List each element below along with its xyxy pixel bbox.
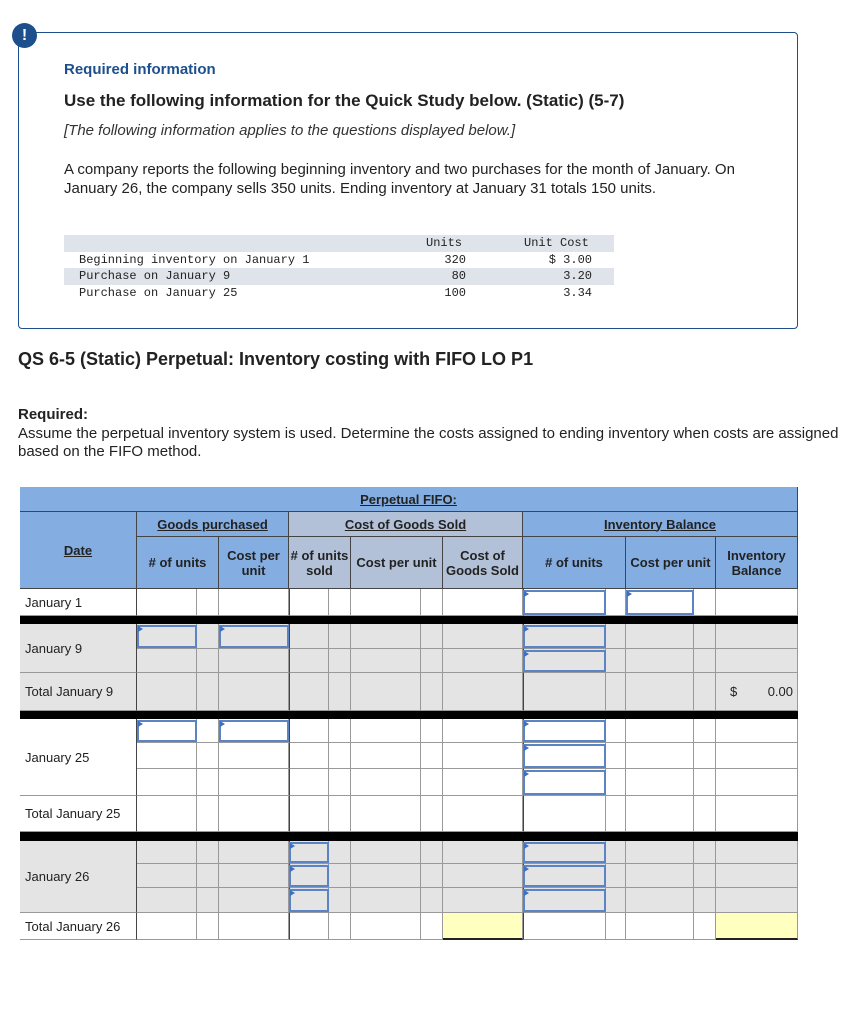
- entry-input[interactable]: [137, 625, 197, 648]
- table-cell: [329, 649, 351, 673]
- table-cell: [523, 673, 606, 711]
- table-cell: [137, 673, 197, 711]
- table-cell: [289, 796, 329, 832]
- table-cell: [219, 913, 289, 940]
- table-cell: [626, 913, 694, 940]
- table-cell: [626, 673, 694, 711]
- table-cell: [443, 888, 523, 913]
- table-cell: [289, 743, 329, 769]
- inventory-balance-header-text: Inventory Balance: [604, 516, 716, 532]
- table-cell: [197, 719, 219, 743]
- table-cell: [443, 649, 523, 673]
- table-cell: [606, 864, 626, 888]
- table-cell: [716, 649, 798, 673]
- date-label: [20, 913, 137, 940]
- row-units: 100: [444, 285, 466, 300]
- table-cell: [351, 649, 421, 673]
- entry-input[interactable]: [219, 625, 289, 648]
- table-cell: [351, 589, 421, 616]
- table-cell: [329, 769, 351, 796]
- table-cell: [421, 624, 443, 649]
- row-cost: 3.34: [563, 285, 592, 300]
- table-cell: [606, 888, 626, 913]
- table-cell: [197, 796, 219, 832]
- table-cell: [626, 719, 694, 743]
- info-table-row: [64, 252, 614, 269]
- table-cell: [351, 841, 421, 864]
- table-cell: [421, 796, 443, 832]
- section-divider: [20, 711, 798, 719]
- table-cell: [626, 841, 694, 864]
- date-label-text: January 1: [25, 594, 83, 610]
- table-cell: [289, 589, 329, 616]
- date-label: [20, 673, 137, 711]
- gp-cost-header-text: Cost per unit: [227, 547, 280, 578]
- inv-units-header-text: # of units: [545, 555, 603, 570]
- row-cost: $ 3.00: [548, 252, 592, 267]
- table-cell: [289, 769, 329, 796]
- table-cell: [421, 673, 443, 711]
- table-cell: [351, 888, 421, 913]
- inv-total-header: [716, 537, 798, 589]
- table-cell: [443, 796, 523, 832]
- problem-paragraph: A company reports the following beginning inventory and two purchases for the month of January. On January 26, the company sells 350 units. Ending inventory at January 31 totals 150 units.: [64, 161, 735, 197]
- info-table-row: [64, 285, 614, 302]
- inventory-info-table: [64, 235, 614, 301]
- table-cell: [626, 649, 694, 673]
- table-cell: [219, 796, 289, 832]
- table-cell: [421, 589, 443, 616]
- table-cell: [716, 888, 798, 913]
- table-cell: [694, 719, 716, 743]
- cogs-units-header: [289, 537, 351, 589]
- table-cell: [329, 796, 351, 832]
- entry-input[interactable]: [523, 770, 606, 795]
- date-label-text: January 25: [25, 749, 90, 765]
- inv-units-header: [523, 537, 626, 589]
- table-cell: [137, 888, 197, 913]
- table-cell: [289, 913, 329, 940]
- table-cell: [443, 913, 523, 940]
- table-cell: [421, 864, 443, 888]
- table-cell: [606, 769, 626, 796]
- cogs-cost-header-text: Cost per unit: [356, 555, 437, 570]
- goods-purchased-header: [137, 512, 289, 537]
- table-cell: [716, 624, 798, 649]
- entry-input[interactable]: [523, 590, 606, 615]
- info-table-row: [64, 268, 614, 285]
- table-cell: [197, 673, 219, 711]
- inv-total-header-text: Inventory Balance: [727, 547, 786, 578]
- table-cell: [351, 624, 421, 649]
- table-cell: [329, 673, 351, 711]
- table-cell: [137, 841, 197, 864]
- date-header-text: Date: [63, 542, 93, 558]
- table-cell: [626, 624, 694, 649]
- table-cell: [443, 769, 523, 796]
- gp-units-header-text: # of units: [148, 555, 207, 570]
- table-cell: [219, 769, 289, 796]
- date-label-text: January 9: [25, 640, 83, 656]
- table-cell: [197, 864, 219, 888]
- entry-input[interactable]: [626, 590, 694, 615]
- applies-note: [The following information applies to the questions displayed below.]: [64, 122, 516, 139]
- table-cell: [606, 719, 626, 743]
- row-units: 80: [451, 269, 466, 283]
- entry-input[interactable]: [289, 865, 329, 887]
- entry-input[interactable]: [219, 720, 289, 742]
- table-cell: [523, 913, 606, 940]
- table-cell: [137, 649, 197, 673]
- table-cell: [694, 864, 716, 888]
- table-cell: [523, 796, 606, 832]
- goods-purchased-header-text: Goods purchased: [157, 516, 268, 532]
- table-cell: [694, 913, 716, 940]
- table-cell: [606, 624, 626, 649]
- table-cell: [289, 649, 329, 673]
- table-cell: [219, 673, 289, 711]
- alert-icon: !: [12, 23, 37, 48]
- table-cell: [197, 841, 219, 864]
- table-cell: [443, 589, 523, 616]
- date-label: [20, 719, 137, 796]
- table-cell: [626, 796, 694, 832]
- table-cell: [137, 913, 197, 940]
- table-cell: [197, 769, 219, 796]
- inv-cost-header: [626, 537, 716, 589]
- unit-cost-header: Unit Cost: [524, 236, 589, 250]
- table-cell: [421, 743, 443, 769]
- table-cell: [351, 673, 421, 711]
- table-cell: [443, 719, 523, 743]
- table-cell: [329, 888, 351, 913]
- row-label: Purchase on January 9: [79, 269, 231, 283]
- row-units: 320: [444, 252, 466, 267]
- table-cell: [606, 841, 626, 864]
- entry-input[interactable]: [523, 865, 606, 887]
- table-cell: [694, 841, 716, 864]
- table-cell: [694, 649, 716, 673]
- cogs-total-header: [443, 537, 523, 589]
- table-cell: [694, 589, 716, 616]
- table-cell: [351, 864, 421, 888]
- table-cell: [606, 796, 626, 832]
- table-cell: [329, 841, 351, 864]
- table-cell: [606, 649, 626, 673]
- table-cell: [606, 589, 626, 616]
- table-cell: [351, 769, 421, 796]
- cogs-cost-header: [351, 537, 443, 589]
- required-information-label: Required information: [64, 61, 216, 78]
- table-cell: [443, 743, 523, 769]
- dollar-sign: $: [730, 684, 738, 699]
- gp-cost-header: [219, 537, 289, 589]
- table-cell: [219, 589, 289, 616]
- perpetual-fifo-title: [20, 487, 798, 512]
- table-cell: [626, 888, 694, 913]
- table-cell: [606, 673, 626, 711]
- table-cell: [219, 864, 289, 888]
- entry-input[interactable]: [523, 625, 606, 648]
- section-divider: [20, 616, 798, 624]
- table-cell: [626, 769, 694, 796]
- entry-input[interactable]: [523, 650, 606, 672]
- table-cell: [421, 913, 443, 940]
- table-cell: [443, 864, 523, 888]
- entry-input[interactable]: [523, 889, 606, 912]
- table-cell: [606, 913, 626, 940]
- table-cell: [137, 864, 197, 888]
- gp-units-header: [137, 537, 219, 589]
- entry-input[interactable]: [137, 720, 197, 742]
- table-cell: [694, 673, 716, 711]
- table-cell: [421, 719, 443, 743]
- table-cell: [329, 864, 351, 888]
- date-label-text: Total January 9: [25, 684, 114, 699]
- table-cell: [694, 796, 716, 832]
- row-label: Purchase on January 25: [79, 285, 238, 300]
- total-january-9-balance: [716, 673, 798, 711]
- table-cell: [443, 673, 523, 711]
- table-cell: [716, 841, 798, 864]
- table-cell: [197, 589, 219, 616]
- cogs-units-header-text: # of units sold: [290, 547, 349, 578]
- table-cell: [443, 624, 523, 649]
- table-cell: [329, 913, 351, 940]
- table-cell: [197, 624, 219, 649]
- table-cell: [329, 624, 351, 649]
- date-label: [20, 589, 137, 616]
- balance-value: 0.00: [767, 684, 793, 699]
- table-cell: [289, 673, 329, 711]
- date-header: [20, 512, 137, 589]
- perpetual-fifo-title-text: Perpetual FIFO:: [360, 491, 457, 507]
- table-cell: [421, 841, 443, 864]
- info-heading: Use the following information for the Quick Study below. (Static) (5-7): [64, 91, 625, 110]
- inventory-balance-header: [523, 512, 798, 537]
- date-label: [20, 841, 137, 913]
- table-cell: [716, 796, 798, 832]
- date-label-text: Total January 26: [25, 918, 121, 934]
- table-cell: [137, 796, 197, 832]
- table-cell: [329, 589, 351, 616]
- info-table-header: [64, 235, 614, 252]
- table-cell: [694, 624, 716, 649]
- date-label: [20, 624, 137, 673]
- entry-input[interactable]: [523, 720, 606, 742]
- inv-cost-header-text: Cost per unit: [630, 555, 711, 570]
- table-cell: [716, 769, 798, 796]
- table-cell: [626, 864, 694, 888]
- entry-input[interactable]: [523, 842, 606, 863]
- entry-input[interactable]: [523, 744, 606, 768]
- table-cell: [716, 864, 798, 888]
- table-cell: [716, 743, 798, 769]
- table-cell: [694, 888, 716, 913]
- table-cell: [421, 649, 443, 673]
- table-cell: [351, 743, 421, 769]
- table-cell: [606, 743, 626, 769]
- row-cost: 3.20: [563, 269, 592, 283]
- section-divider: [20, 832, 798, 841]
- units-header: Units: [426, 236, 463, 250]
- table-cell: [421, 888, 443, 913]
- table-cell: [716, 913, 798, 940]
- date-label-text: Total January 25: [25, 806, 121, 821]
- table-cell: [289, 624, 329, 649]
- table-cell: [443, 841, 523, 864]
- table-cell: [694, 743, 716, 769]
- table-cell: [137, 589, 197, 616]
- date-label: [20, 796, 137, 832]
- cogs-header: [289, 512, 523, 537]
- cogs-header-text: Cost of Goods Sold: [344, 516, 467, 532]
- cogs-total-header-text: Cost of Goods Sold: [446, 547, 519, 578]
- table-cell: [137, 769, 197, 796]
- table-cell: [197, 743, 219, 769]
- table-cell: [219, 841, 289, 864]
- table-cell: [626, 743, 694, 769]
- table-cell: [329, 719, 351, 743]
- instructions: Assume the perpetual inventory system is used. Determine the costs assigned to ending inventory when costs are assigned based on the FIFO method.: [18, 425, 839, 460]
- table-cell: [219, 649, 289, 673]
- question-title: QS 6-5 (Static) Perpetual: Inventory costing with FIFO LO P1: [18, 349, 534, 369]
- table-cell: [289, 719, 329, 743]
- table-cell: [219, 743, 289, 769]
- table-cell: [351, 913, 421, 940]
- table-cell: [197, 913, 219, 940]
- table-cell: [716, 719, 798, 743]
- row-label: Beginning inventory on January 1: [79, 252, 310, 267]
- table-cell: [137, 743, 197, 769]
- table-cell: [329, 743, 351, 769]
- entry-input[interactable]: [289, 842, 329, 863]
- table-cell: [197, 649, 219, 673]
- entry-input[interactable]: [289, 889, 329, 912]
- date-label-text: January 26: [25, 869, 90, 884]
- table-cell: [421, 769, 443, 796]
- table-cell: [197, 888, 219, 913]
- perpetual-fifo-table: [20, 487, 798, 940]
- table-cell: [716, 589, 798, 616]
- table-cell: [351, 796, 421, 832]
- table-cell: [219, 888, 289, 913]
- table-cell: [351, 719, 421, 743]
- required-label: Required:: [18, 406, 89, 423]
- table-cell: [694, 769, 716, 796]
